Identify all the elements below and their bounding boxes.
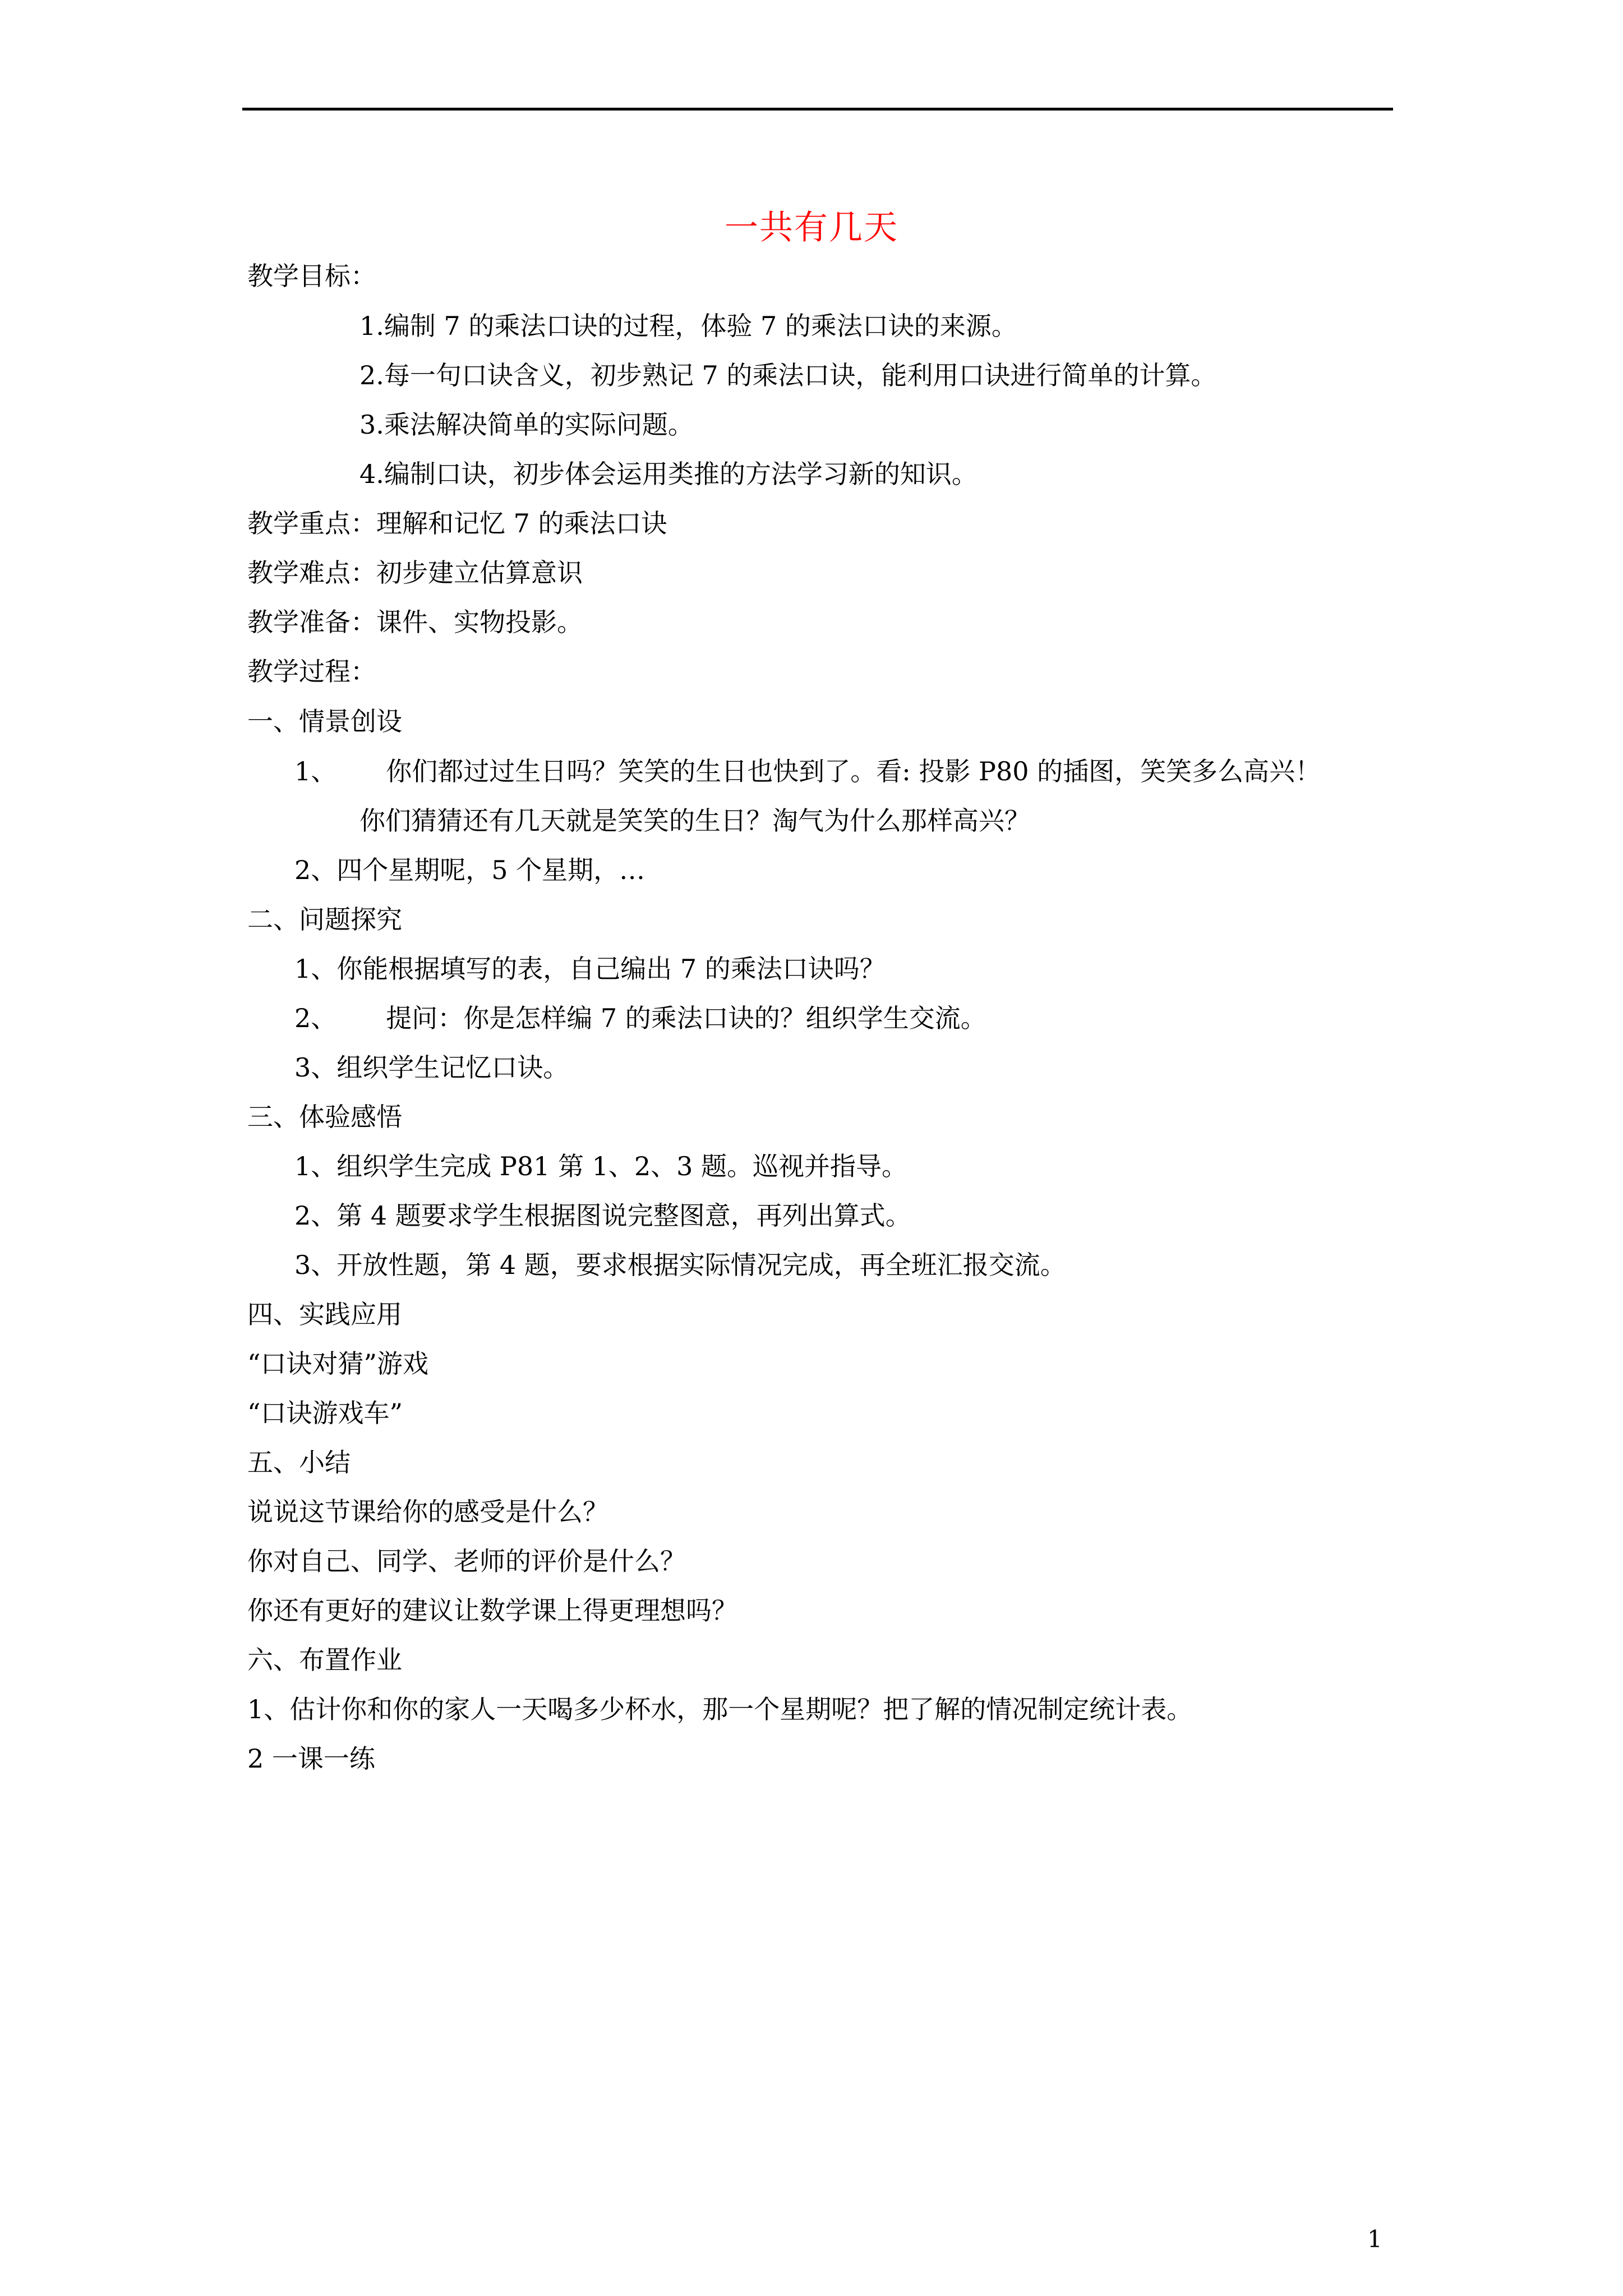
section-1-item-1-number: 1、 xyxy=(294,756,337,786)
page-number: 1 xyxy=(1367,2225,1382,2253)
objective-item-3: 3.乘法解决简单的实际问题。 xyxy=(359,409,694,440)
objective-item-1: 1.编制 7 的乘法口诀的过程，体验 7 的乘法口诀的来源。 xyxy=(359,311,1017,341)
section-2-item-2 xyxy=(294,1001,986,1035)
preparation: 教学准备：课件、实物投影。 xyxy=(247,607,583,637)
section-5-question-3: 你还有更好的建议让数学课上得更理想吗？ xyxy=(247,1595,737,1626)
document-title: 一共有几天 xyxy=(725,208,898,247)
section-1-heading: 一、情景创设 xyxy=(247,706,402,737)
section-3-heading: 三、体验感悟 xyxy=(247,1102,402,1132)
section-6-item-1: 1、估计你和你的家人一天喝多少杯水，那一个星期呢？把了解的情况制定统计表。 xyxy=(247,1694,1193,1724)
objective-item-2: 2.每一句口诀含义，初步熟记 7 的乘法口诀，能利用口诀进行简单的计算。 xyxy=(359,360,1217,390)
section-3-item-1: 1、组织学生完成 P81 第 1、2、3 题。巡视并指导。 xyxy=(294,1151,908,1181)
key-point: 教学重点：理解和记忆 7 的乘法口诀 xyxy=(247,508,667,539)
section-1-item-1-continuation: 你们猜猜还有几天就是笑笑的生日？淘气为什么那样高兴？ xyxy=(359,806,1030,836)
section-2-item-1: 1、你能根据填写的表，自己编出 7 的乘法口诀吗？ xyxy=(294,954,886,984)
process-heading: 教学过程： xyxy=(247,656,376,687)
section-2-item-3: 3、组织学生记忆口诀。 xyxy=(294,1052,569,1083)
difficulty: 教学难点：初步建立估算意识 xyxy=(247,558,583,588)
objective-item-4: 4.编制口诀，初步体会运用类推的方法学习新的知识。 xyxy=(359,459,978,489)
section-3-item-3: 3、开放性题，第 4 题，要求根据实际情况完成，再全班汇报交流。 xyxy=(294,1250,1066,1280)
section-2-item-2-number: 2、 xyxy=(294,1003,337,1033)
section-6-heading: 六、布置作业 xyxy=(247,1645,402,1675)
section-4-game-1: “口诀对猜”游戏 xyxy=(247,1349,429,1379)
section-1-item-2: 2、四个星期呢，5 个星期，… xyxy=(294,855,645,885)
section-5-heading: 五、小结 xyxy=(247,1447,351,1478)
section-6-item-2: 2 一课一练 xyxy=(247,1743,375,1774)
section-4-game-2: “口诀游戏车” xyxy=(247,1398,403,1428)
section-5-question-2: 你对自己、同学、老师的评价是什么？ xyxy=(247,1546,686,1576)
header-rule xyxy=(242,108,1393,111)
section-4-heading: 四、实践应用 xyxy=(247,1299,402,1329)
section-1-item-1 xyxy=(294,754,1321,788)
section-2-heading: 二、问题探究 xyxy=(247,904,402,935)
section-2-item-2-text: 提问：你是怎样编 7 的乘法口诀的？组织学生交流。 xyxy=(386,1003,986,1033)
section-1-item-1-text: 你们都过过生日吗？笑笑的生日也快到了。看: 投影 P80 的插图，笑笑多么高兴！ xyxy=(386,756,1321,786)
objectives-heading: 教学目标： xyxy=(247,261,376,291)
section-3-item-2: 2、第 4 题要求学生根据图说完整图意，再列出算式。 xyxy=(294,1200,911,1231)
section-5-question-1: 说说这节课给你的感受是什么？ xyxy=(247,1497,608,1527)
